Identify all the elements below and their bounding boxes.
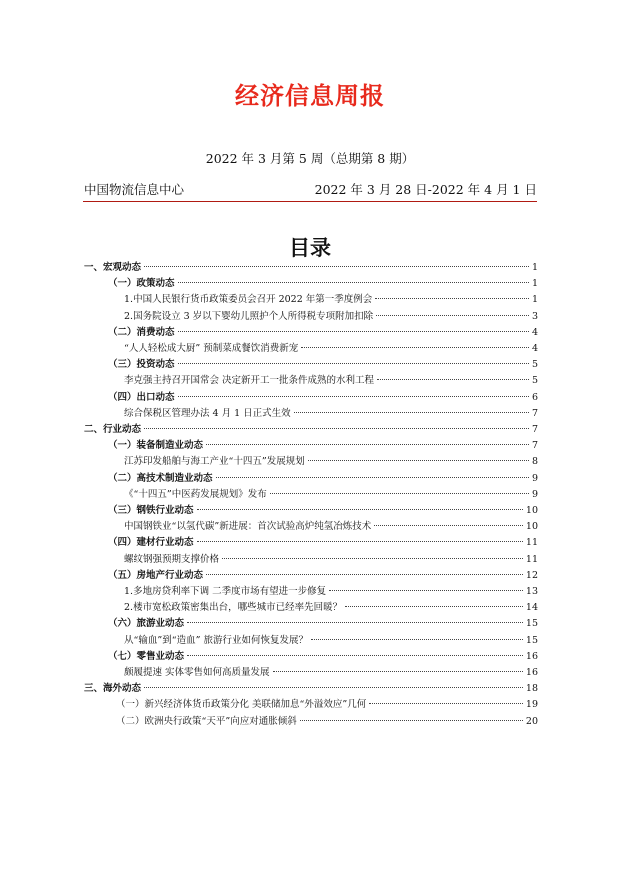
toc-entry-page: 14	[525, 602, 538, 614]
toc-entry[interactable]	[124, 635, 538, 647]
toc-leader-dots	[197, 509, 523, 510]
toc-entry[interactable]	[84, 262, 538, 274]
toc-entry[interactable]	[124, 586, 538, 598]
header-divider	[83, 201, 537, 202]
toc-entry-page: 19	[525, 699, 538, 711]
toc-entry[interactable]	[84, 683, 538, 695]
toc-entry-page: 6	[531, 391, 538, 403]
toc-entry-title: 二、行业动态	[84, 424, 142, 435]
toc-entry-title: （二）高技术制造业动态	[108, 472, 213, 484]
toc-entry-title: （一）装备制造业动态	[108, 440, 204, 452]
toc-entry-page: 12	[525, 569, 538, 581]
toc-leader-dots	[206, 444, 529, 445]
toc-entry-page: 4	[531, 326, 538, 338]
toc-entry[interactable]	[124, 408, 538, 420]
report-title: 经济信息周报	[235, 82, 385, 110]
toc-entry-title: （二）欧洲央行政策“天平”向应对通胀倾斜	[116, 715, 297, 727]
toc-entry[interactable]	[108, 537, 538, 549]
toc-entry-page: 9	[531, 472, 538, 484]
toc-entry-title: 李克强主持召开国常会 决定新开工一批条件成熟的水利工程	[124, 375, 375, 387]
toc-entry[interactable]	[108, 570, 538, 582]
issue-line: 2022 年 3 月第 5 周（总期第 8 期）	[205, 151, 415, 166]
toc-entry-title: 2.楼市宽松政策密集出台，哪些城市已经率先回暖？	[124, 602, 343, 614]
toc-entry-page: 13	[525, 586, 538, 597]
toc-entry[interactable]	[108, 327, 538, 339]
toc-entry[interactable]	[108, 440, 538, 452]
toc-entry[interactable]	[108, 359, 538, 371]
toc-entry-page: 1	[531, 262, 538, 273]
toc-entry-title: （四）出口动态	[108, 391, 175, 403]
toc-entry-title: （五）房地产行业动态	[108, 569, 204, 581]
toc-entry-page: 5	[531, 359, 538, 371]
toc-entry[interactable]	[124, 294, 538, 306]
toc-entry-page: 20	[525, 715, 538, 727]
toc-entry-page: 3	[531, 310, 538, 322]
toc-entry-title: （一）新兴经济体货币政策分化 美联储加息“外溢效应”几何	[116, 699, 367, 711]
toc-leader-dots	[273, 671, 523, 672]
toc-entry-title: （三）投资动态	[108, 359, 175, 371]
toc-entry-page: 8	[531, 456, 538, 468]
toc-entry[interactable]	[124, 311, 538, 323]
toc-entry-title: 2.国务院设立 3 岁以下婴幼儿照护个人所得税专项附加扣除	[124, 310, 374, 322]
toc-entry-title: 从“输血”到“造血” 旅游行业如何恢复发展？	[124, 634, 308, 646]
toc-leader-dots	[222, 558, 523, 559]
toc-leader-dots	[375, 298, 529, 299]
toc-entry-title: 《“十四五”中医药发展规划》发布	[124, 488, 267, 500]
toc-entry-page: 9	[531, 488, 538, 500]
toc-entry-title: 综合保税区管理办法 4 月 1 日正式生效	[124, 407, 291, 419]
toc-entry[interactable]	[124, 456, 538, 468]
toc-leader-dots	[197, 541, 523, 542]
toc-entry[interactable]	[108, 505, 538, 517]
toc-entry-page: 15	[525, 634, 538, 646]
toc-leader-dots	[300, 720, 523, 721]
toc-leader-dots	[206, 574, 523, 575]
toc-entry[interactable]	[116, 699, 538, 711]
toc-heading: 目录	[289, 236, 331, 260]
date-range: 2022 年 3 月 28 日-2022 年 4 月 1 日	[314, 182, 537, 197]
toc-leader-dots	[144, 266, 529, 267]
toc-leader-dots	[329, 590, 523, 591]
toc-entry-page: 16	[525, 650, 538, 662]
toc-leader-dots	[311, 639, 523, 640]
toc-entry[interactable]	[124, 521, 538, 533]
toc-entry[interactable]	[108, 618, 538, 630]
toc-leader-dots	[369, 703, 523, 704]
toc-entry[interactable]	[124, 667, 538, 679]
toc-entry-page: 1	[531, 294, 538, 306]
toc-entry-title: （四）建材行业动态	[108, 537, 194, 549]
toc-entry-title: （一）政策动态	[108, 278, 175, 290]
toc-entry-title: 螺纹钢强预期支撑价格	[124, 553, 220, 565]
toc-entry-page: 5	[531, 375, 538, 387]
toc-entry-page: 16	[525, 667, 538, 678]
toc-entry-page: 1	[531, 278, 538, 290]
toc-leader-dots	[144, 428, 529, 429]
toc-entry-title: 颇履提速 实体零售如何高质量发展	[124, 667, 270, 678]
toc-leader-dots	[374, 525, 523, 526]
toc-entry-page: 7	[531, 440, 538, 452]
toc-leader-dots	[301, 347, 529, 348]
toc-entry-title: （七）零售业动态	[108, 650, 185, 662]
toc-entry-title: 江苏印发船舶与海工产业“十四五”发展规划	[124, 456, 305, 468]
toc-leader-dots	[376, 315, 529, 316]
toc-entry-page: 18	[525, 683, 538, 695]
toc-entry[interactable]	[124, 343, 538, 355]
toc-entry[interactable]	[108, 651, 538, 663]
toc-entry-title: “人人轻松成大厨” 预制菜成餐饮消费新宠	[124, 343, 299, 354]
toc-entry-title: 1.多地房贷利率下调 二季度市场有望进一步修复	[124, 586, 327, 597]
toc-entry[interactable]	[124, 602, 538, 614]
toc-leader-dots	[178, 331, 529, 332]
toc-leader-dots	[187, 622, 523, 623]
toc-leader-dots	[144, 687, 523, 688]
toc-entry[interactable]	[116, 716, 538, 728]
toc-entry-page: 10	[525, 521, 538, 533]
toc-entry[interactable]	[124, 554, 538, 566]
publisher-name: 中国物流信息中心	[84, 182, 185, 197]
toc-leader-dots	[178, 396, 529, 397]
toc-leader-dots	[178, 282, 529, 283]
toc-leader-dots	[345, 606, 523, 607]
toc-entry-title: 一、宏观动态	[84, 262, 142, 273]
toc-leader-dots	[294, 412, 529, 413]
toc-entry-title: （二）消费动态	[108, 326, 175, 338]
toc-entry-page: 11	[525, 553, 538, 565]
toc-entry[interactable]	[84, 424, 538, 436]
toc-entry-page: 7	[531, 424, 538, 435]
toc-entry-page: 7	[531, 407, 538, 419]
toc-entry[interactable]	[124, 489, 538, 501]
toc-entry-title: （三）钢铁行业动态	[108, 505, 194, 516]
toc-entry[interactable]	[108, 392, 538, 404]
toc-leader-dots	[308, 460, 529, 461]
toc-entry-title: 三、海外动态	[84, 683, 142, 695]
toc-entry-title: 中国钢铁业“以氢代碳”新进展：首次试验高炉纯氢冶炼技术	[124, 521, 372, 533]
toc-leader-dots	[216, 477, 529, 478]
toc-entry-page: 10	[525, 505, 538, 516]
toc-leader-dots	[178, 363, 529, 364]
toc-entry-page: 15	[525, 618, 538, 630]
toc-entry-page: 11	[525, 537, 538, 549]
toc-leader-dots	[377, 379, 529, 380]
toc-entry-title: 1.中国人民银行货币政策委员会召开 2022 年第一季度例会	[124, 294, 373, 306]
toc-entry[interactable]	[108, 278, 538, 290]
toc-entry-page: 4	[531, 343, 538, 354]
toc-entry[interactable]	[124, 375, 538, 387]
toc-entry[interactable]	[108, 473, 538, 485]
toc-entry-title: （六）旅游业动态	[108, 618, 185, 630]
toc-leader-dots	[187, 655, 523, 656]
toc-leader-dots	[270, 493, 529, 494]
